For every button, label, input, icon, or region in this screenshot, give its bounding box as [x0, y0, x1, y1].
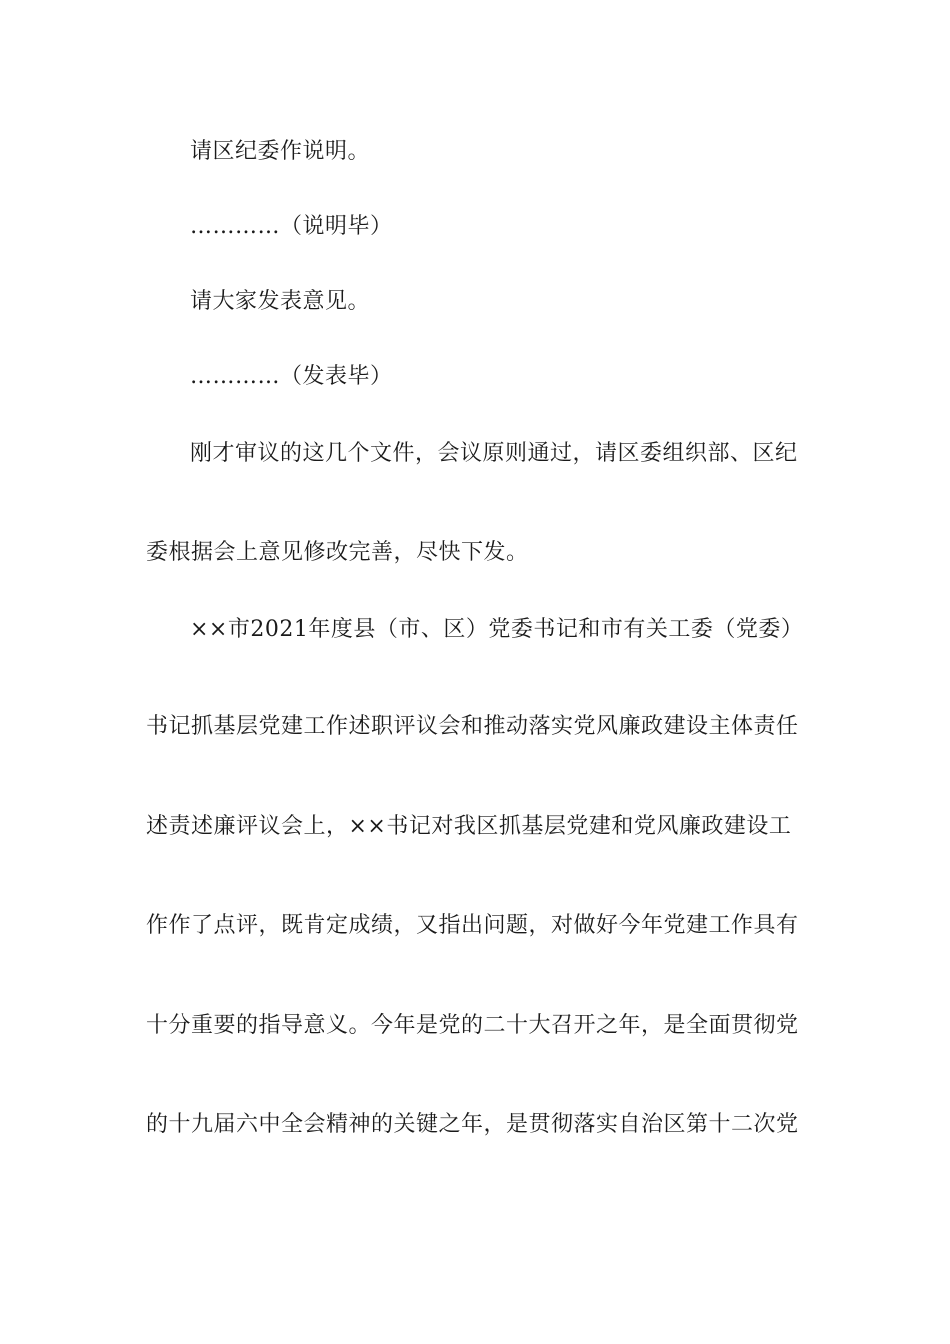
- paragraph-line: 刚才审议的这几个文件，会议原则通过，请区委组织部、区纪: [190, 441, 798, 466]
- paragraph-line: 的十九届六中全会精神的关键之年，是贯彻落实自治区第十二次党: [146, 1112, 799, 1137]
- paragraph-line: 作作了点评，既肯定成绩，又指出问题，对做好今年党建工作具有: [146, 913, 799, 938]
- paragraph-line: 请区纪委作说明。: [190, 139, 371, 164]
- paragraph-line: 十分重要的指导意义。今年是党的二十大召开之年，是全面贯彻党: [146, 1013, 799, 1038]
- paragraph-line: ××市2021年度县（市、区）党委书记和市有关工委（党委）: [190, 617, 804, 642]
- paragraph-line: 委根据会上意见修改完善，尽快下发。: [146, 540, 529, 565]
- paragraph-line: 述责述廉评议会上，××书记对我区抓基层党建和党风廉政建设工: [146, 814, 792, 839]
- paragraph-line: …………（说明毕）: [190, 214, 393, 239]
- paragraph-line: 书记抓基层党建工作述职评议会和推动落实党风廉政建设主体责任: [146, 714, 799, 739]
- paragraph-line: 请大家发表意见。: [190, 289, 371, 314]
- paragraph-line: …………（发表毕）: [190, 364, 393, 389]
